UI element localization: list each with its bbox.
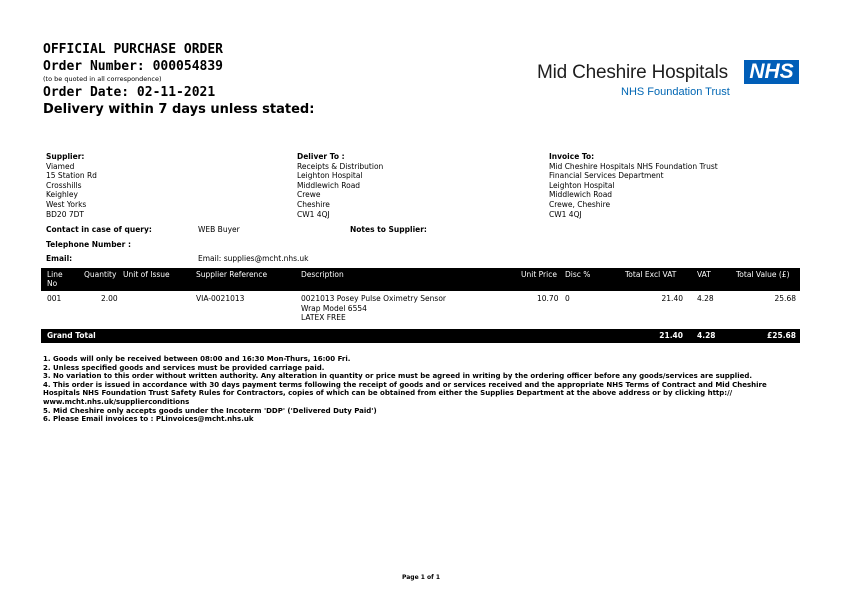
col-line-no: No <box>47 279 58 288</box>
term-item: 1. Goods will only be received between 08:00 and 16:30 Mon-Thurs, 16:00 Fri. <box>43 355 351 363</box>
contact-value: WEB Buyer <box>198 225 240 234</box>
term-item: 3. No variation to this order without written authority. Any alteration in quantity or price must be agreed in writing by the ordering officer before any goods/services are supplied. <box>43 372 753 381</box>
term-item: 4. This order is issued in accordance with 30 days payment terms following the receipt of goods and or services received and the appropriate NHS Terms of Contract and Mid Cheshire Hospitals NHS Foundation Trust Safety Rules for Contractors, copies of which can be obtained from either the Supplies Department at the above address or by clicking http:// www.mcht.nhs.uk/supplierconditions <box>43 380 767 406</box>
order-number: Order Number: 000054839 <box>43 59 224 74</box>
page-number: Page 1 of 1 <box>402 574 440 581</box>
invoice-to-line: Financial Services Department <box>549 171 664 181</box>
deliver-to-line: Receipts & Distribution <box>297 161 384 171</box>
invoice-to-line: Mid Cheshire Hospitals NHS Foundation Trust <box>549 161 718 171</box>
invoice-to-block <box>549 152 809 219</box>
invoice-to-line: Crewe, Cheshire <box>549 199 611 209</box>
deliver-to-line: Middlewich Road <box>297 180 361 190</box>
supplier-line: 15 Station Rd <box>46 171 97 181</box>
supplier-line: Keighley <box>46 190 78 200</box>
term-item: 2. Unless specified goods and services must be provided carriage paid. <box>43 363 325 372</box>
term-item: 6. Please Email invoices to : PLinvoices@mcht.nhs.uk <box>43 415 254 424</box>
row-description-line: Wrap Model 6554 <box>301 303 367 313</box>
row-total: 25.68 <box>774 294 796 303</box>
row-supplier-ref: VIA-0021013 <box>196 294 245 303</box>
supplier-block <box>46 152 286 219</box>
col-unit-price: Unit Price <box>521 270 557 279</box>
deliver-to-line: Cheshire <box>297 199 330 209</box>
row-excl-vat: 21.40 <box>661 294 683 303</box>
notes-label: Notes to Supplier: <box>350 225 427 234</box>
col-disc: Disc % <box>565 270 591 279</box>
grand-total-label: Grand Total <box>47 331 96 340</box>
trust-logo-subtitle: NHS Foundation Trust <box>621 86 730 98</box>
row-quantity: 2.00 <box>101 294 118 303</box>
order-date: Order Date: 02-11-2021 <box>43 85 216 100</box>
row-unit-price: 10.70 <box>537 294 559 303</box>
row-description-line: LATEX FREE <box>301 313 346 323</box>
term-item: 5. Mid Cheshire only accepts goods under the Incoterm 'DDP' ('Delivered Duty Paid') <box>43 406 377 415</box>
col-line: Line <box>47 270 63 279</box>
delivery-note: Delivery within 7 days unless stated: <box>43 102 315 117</box>
supplier-label: Supplier: <box>46 152 85 161</box>
invoice-to-line: Middlewich Road <box>549 190 613 200</box>
deliver-to-block <box>297 152 537 219</box>
grand-total-excl-vat: 21.40 <box>659 331 683 340</box>
invoice-to-line: CW1 4QJ <box>549 209 582 219</box>
supplier-line: West Yorks <box>46 199 87 209</box>
row-disc: 0 <box>565 294 570 303</box>
grand-total-value: £25.68 <box>767 331 796 340</box>
trust-logo-name: Mid Cheshire Hospitals <box>537 62 728 83</box>
table-row <box>41 294 800 324</box>
grand-total-row <box>41 329 800 343</box>
col-total: Total Value (£) <box>736 270 790 279</box>
col-quantity: Quantity <box>84 270 117 279</box>
deliver-to-line: Leighton Hospital <box>297 171 363 181</box>
page-title: OFFICIAL PURCHASE ORDER <box>43 42 224 57</box>
row-vat: 4.28 <box>697 294 714 303</box>
col-unit: Unit of Issue <box>123 270 170 279</box>
contact-label: Contact in case of query: <box>46 225 152 234</box>
supplier-line: Viamed <box>46 161 75 171</box>
invoice-to-line: Leighton Hospital <box>549 180 615 190</box>
quote-note: (to be quoted in all correspondence) <box>43 75 162 83</box>
invoice-to-label: Invoice To: <box>549 152 595 161</box>
col-vat: VAT <box>697 270 711 279</box>
nhs-logo: NHS <box>744 60 799 84</box>
supplier-line: BD20 7DT <box>46 209 84 219</box>
grand-total-vat: 4.28 <box>697 331 716 340</box>
email-label: Email: <box>46 254 73 263</box>
col-excl-vat: Total Excl VAT <box>625 270 677 279</box>
row-line: 001 <box>47 294 62 303</box>
col-supplier-ref: Supplier Reference <box>196 270 268 279</box>
table-header <box>41 268 800 291</box>
telephone-label: Telephone Number : <box>46 240 131 249</box>
supplier-line: Crosshills <box>46 180 82 190</box>
deliver-to-line: CW1 4QJ <box>297 209 330 219</box>
col-description: Description <box>301 270 344 279</box>
terms-list <box>43 355 798 424</box>
deliver-to-label: Deliver To : <box>297 152 345 161</box>
email-value: Email: supplies@mcht.nhs.uk <box>198 254 309 263</box>
deliver-to-line: Crewe <box>297 190 321 200</box>
row-description-line: 0021013 Posey Pulse Oximetry Sensor <box>301 294 447 303</box>
